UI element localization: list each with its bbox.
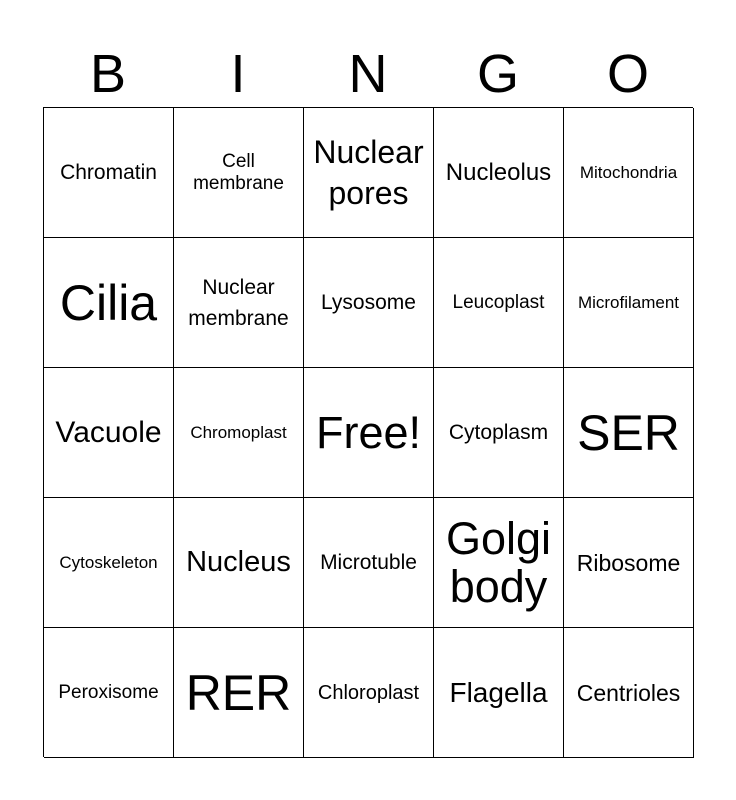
bingo-cell[interactable] (44, 628, 174, 758)
bingo-cell[interactable] (434, 108, 564, 238)
bingo-cell[interactable] (304, 108, 434, 238)
bingo-cell[interactable] (44, 238, 174, 368)
bingo-cell[interactable] (304, 238, 434, 368)
cell-label: Cilia (59, 274, 158, 331)
cell-label: Cell membrane (193, 150, 284, 194)
header-letter-g: G (476, 44, 519, 104)
bingo-cell[interactable] (434, 368, 564, 498)
cell-label: Leucoplast (452, 291, 545, 313)
cell-label: Peroxisome (58, 681, 159, 703)
bingo-cell[interactable] (434, 628, 564, 758)
cell-label: Nuclear pores (313, 133, 424, 211)
cell-label: Ribosome (576, 549, 681, 576)
bingo-cell[interactable] (304, 628, 434, 758)
bingo-cell[interactable] (44, 498, 174, 628)
header-letter-b: B (89, 44, 127, 104)
cell-label: Chloroplast (317, 681, 420, 704)
bingo-cell[interactable] (434, 238, 564, 368)
cell-label: Lysosome (321, 291, 416, 314)
cell-label: Centrioles (576, 679, 681, 706)
header-letter-o: O (606, 44, 649, 104)
bingo-cell[interactable] (174, 628, 304, 758)
cell-label: Golgi body (445, 512, 552, 612)
header-letter-i: I (230, 44, 246, 104)
cell-label: Cytoskeleton (59, 552, 158, 572)
cell-label: Cytoplasm (448, 421, 549, 444)
cell-label: Nuclear membrane (188, 275, 289, 330)
bingo-cell[interactable] (564, 108, 694, 238)
cell-label: Nucleus (186, 546, 291, 578)
bingo-cell[interactable] (174, 498, 304, 628)
cell-label: Flagella (449, 677, 548, 708)
bingo-cell[interactable] (564, 238, 694, 368)
cell-label: Vacuole (55, 416, 162, 449)
bingo-cell[interactable] (304, 498, 434, 628)
cell-label: Microtuble (320, 551, 417, 574)
bingo-cell[interactable] (174, 108, 304, 238)
bingo-cell[interactable] (564, 628, 694, 758)
cell-label: SER (577, 404, 680, 461)
cell-label: Mitochondria (579, 162, 678, 182)
bingo-cell[interactable] (304, 368, 434, 498)
header-letter-n: N (348, 44, 388, 104)
bingo-cell[interactable] (434, 498, 564, 628)
bingo-cell[interactable] (44, 108, 174, 238)
bingo-cell[interactable] (564, 368, 694, 498)
cell-label: Chromatin (60, 161, 157, 184)
bingo-cell[interactable] (174, 238, 304, 368)
bingo-board (43, 107, 693, 757)
bingo-cell[interactable] (44, 368, 174, 498)
bingo-cell[interactable] (564, 498, 694, 628)
cell-label: Microfilament (577, 292, 680, 312)
cell-label: Chromoplast (190, 422, 287, 442)
bingo-header (43, 40, 693, 108)
free-space: Free! (315, 406, 422, 458)
bingo-cell[interactable] (174, 368, 304, 498)
cell-label: RER (185, 664, 292, 721)
cell-label: Nucleolus (445, 158, 552, 186)
